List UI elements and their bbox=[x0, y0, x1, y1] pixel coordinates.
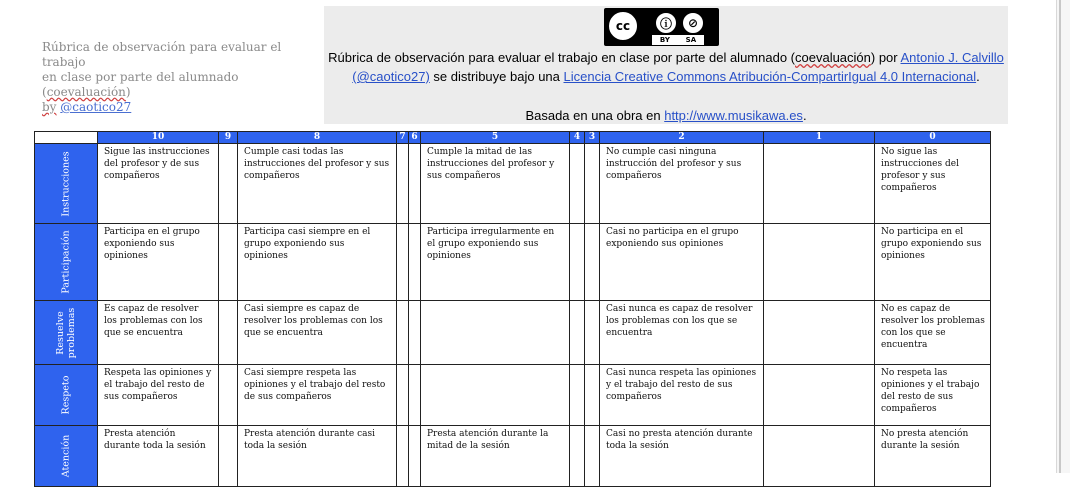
rubric-cell[interactable] bbox=[409, 426, 421, 487]
rubric-cell[interactable] bbox=[409, 144, 421, 224]
rubric-cell-text bbox=[397, 144, 408, 146]
rubric-cell-text bbox=[764, 365, 874, 367]
rubric-cell[interactable] bbox=[764, 301, 875, 365]
musikawa-link[interactable]: http://www.musikawa.es bbox=[664, 108, 803, 123]
rubric-cell[interactable] bbox=[585, 426, 600, 487]
rubric-cell-text bbox=[219, 426, 237, 428]
rubric-cell-text: Cumple casi todas las instrucciones del profesor y sus compañeros bbox=[244, 147, 390, 181]
rubric-cell-text bbox=[570, 301, 584, 303]
by-sa-label bbox=[652, 35, 704, 45]
rubric-cell-text bbox=[570, 144, 584, 146]
score-header: 10 bbox=[98, 132, 219, 144]
license-spellcheck-word: coevaluación bbox=[795, 50, 871, 65]
rubric-cell-text bbox=[585, 301, 599, 303]
title-by: by bbox=[42, 100, 57, 114]
based-on-text: Basada en una obra en bbox=[525, 108, 665, 123]
rubric-cell[interactable] bbox=[397, 365, 409, 426]
rubric-cell[interactable] bbox=[600, 144, 764, 224]
rubric-cell[interactable] bbox=[875, 301, 991, 365]
rubric-cell-text bbox=[570, 224, 584, 226]
sa-label: SA bbox=[685, 36, 697, 44]
license-link[interactable]: Licencia Creative Commons Atribución-CompartirIgual 4.0 Internacional bbox=[563, 69, 977, 84]
rubric-cell-text bbox=[764, 301, 874, 303]
license-text bbox=[324, 48, 1008, 86]
criterion-header bbox=[35, 426, 98, 487]
rubric-cell-text bbox=[764, 144, 874, 146]
criterion-label: Atención bbox=[60, 434, 72, 478]
rubric-cell-text: Casi nunca es capaz de resolver los problemas con los que se encuentra bbox=[606, 304, 753, 338]
score-header: 5 bbox=[421, 132, 570, 144]
rubric-cell-text: Casi siempre es capaz de resolver los problemas con los que se encuentra bbox=[244, 304, 383, 338]
rubric-cell[interactable] bbox=[421, 144, 570, 224]
rubric-cell[interactable] bbox=[875, 224, 991, 301]
score-header: 7 bbox=[397, 132, 409, 144]
attribution-icon: ⓘ bbox=[654, 11, 678, 35]
rubric-cell-text: Sigue las instrucciones del profesor y de sus compañeros bbox=[104, 147, 210, 181]
rubric-cell-text: No cumple casi ninguna instrucción del profesor y sus compañeros bbox=[606, 147, 742, 181]
rubric-cell[interactable] bbox=[238, 365, 397, 426]
criterion-header bbox=[35, 144, 98, 224]
rubric-cell-text bbox=[397, 426, 408, 428]
rubric-cell-text: Casi no presta atención durante toda la sesión bbox=[606, 429, 753, 451]
rubric-cell-text bbox=[409, 426, 420, 428]
rubric-cell[interactable] bbox=[585, 224, 600, 301]
rubric-cell[interactable] bbox=[764, 365, 875, 426]
rubric-cell[interactable] bbox=[421, 365, 570, 426]
rubric-cell[interactable] bbox=[585, 365, 600, 426]
rubric-cell-text: Participa en el grupo exponiendo sus opiniones bbox=[104, 227, 200, 261]
rubric-cell-text bbox=[397, 365, 408, 367]
rubric-cell[interactable] bbox=[570, 426, 585, 487]
rubric-cell-text: Participa casi siempre en el grupo exponiendo sus opiniones bbox=[244, 227, 371, 261]
rubric-cell-text bbox=[219, 365, 237, 367]
rubric-cell[interactable] bbox=[219, 426, 238, 487]
score-header: 4 bbox=[570, 132, 585, 144]
rubric-cell-text: Casi siempre respeta las opiniones y el trabajo del resto de sus compañeros bbox=[244, 368, 386, 402]
rubric-cell-text bbox=[585, 426, 599, 428]
rubric-cell-text bbox=[409, 365, 420, 367]
rubric-row bbox=[35, 144, 991, 224]
rubric-table bbox=[34, 131, 991, 487]
rubric-cell[interactable] bbox=[238, 224, 397, 301]
license-text-1: Rúbrica de observación para evaluar el trabajo en clase por parte del alumnado ( bbox=[328, 50, 795, 65]
rubric-cell[interactable] bbox=[585, 144, 600, 224]
title-line-2-text: en clase por parte del alumnado ( bbox=[42, 70, 239, 99]
based-on-end: . bbox=[802, 108, 807, 123]
rubric-cell[interactable] bbox=[98, 224, 219, 301]
rubric-cell[interactable] bbox=[875, 426, 991, 487]
cc-icon: cc bbox=[607, 10, 639, 42]
rubric-cell[interactable] bbox=[98, 365, 219, 426]
rubric-cell-text: Cumple la mitad de las instrucciones del profesor y sus compañeros bbox=[427, 147, 555, 181]
rubric-cell-text: Respeta las opiniones y el trabajo del resto de sus compañeros bbox=[104, 368, 212, 402]
rubric-cell[interactable] bbox=[238, 426, 397, 487]
score-header: 3 bbox=[585, 132, 600, 144]
rubric-cell[interactable] bbox=[875, 365, 991, 426]
rubric-cell-text bbox=[421, 301, 569, 303]
rubric-cell[interactable] bbox=[397, 144, 409, 224]
rubric-cell[interactable] bbox=[219, 144, 238, 224]
license-text-2: ) por bbox=[870, 50, 901, 65]
rubric-cell-text bbox=[397, 301, 408, 303]
rubric-cell[interactable] bbox=[570, 301, 585, 365]
score-header: 6 bbox=[409, 132, 421, 144]
rubric-cell-text bbox=[409, 301, 420, 303]
criterion-header bbox=[35, 301, 98, 365]
rubric-cell-text: No es capaz de resolver los problemas con los que se encuentra bbox=[881, 304, 985, 350]
rubric-cell[interactable] bbox=[600, 301, 764, 365]
rubric-cell-text: No sigue las instrucciones del profesor y sus compañeros bbox=[881, 147, 959, 193]
rubric-cell[interactable] bbox=[570, 144, 585, 224]
rubric-cell-text: Presta atención durante toda la sesión bbox=[104, 429, 206, 451]
rubric-cell-text bbox=[585, 365, 599, 367]
license-text-4: . bbox=[976, 69, 980, 84]
rubric-cell[interactable] bbox=[98, 426, 219, 487]
rubric-cell-text bbox=[219, 301, 237, 303]
based-on-line bbox=[324, 106, 1008, 125]
rubric-cell[interactable] bbox=[98, 144, 219, 224]
score-header: 2 bbox=[600, 132, 764, 144]
criterion-header bbox=[35, 224, 98, 301]
rubric-cell-text: Presta atención durante casi toda la sesión bbox=[244, 429, 375, 451]
rubric-cell[interactable] bbox=[219, 224, 238, 301]
rubric-cell-text: Presta atención durante la mitad de la sesión bbox=[427, 429, 549, 451]
license-text-3: se distribuye bajo una bbox=[429, 69, 564, 84]
criterion-label: Respeto bbox=[60, 375, 72, 415]
rubric-cell[interactable] bbox=[219, 301, 238, 365]
title-spellcheck-word: coevaluación bbox=[46, 85, 126, 99]
title-line-3 bbox=[42, 100, 317, 115]
rubric-cell[interactable] bbox=[421, 426, 570, 487]
rubric-cell[interactable] bbox=[397, 224, 409, 301]
rubric-row bbox=[35, 301, 991, 365]
rubric-cell-text bbox=[409, 144, 420, 146]
rubric-cell-text bbox=[570, 365, 584, 367]
score-header: 9 bbox=[219, 132, 238, 144]
criterion-label: Resuelve problemas bbox=[55, 307, 77, 358]
rubric-cell-text bbox=[764, 426, 874, 428]
rubric-cell-text bbox=[764, 224, 874, 226]
title-line-1: Rúbrica de observación para evaluar el trabajo bbox=[42, 40, 282, 69]
rubric-cell-text bbox=[219, 224, 237, 226]
title-line-2 bbox=[42, 70, 317, 100]
author-handle-link[interactable]: @caotico27 bbox=[60, 100, 132, 114]
rubric-cell[interactable] bbox=[585, 301, 600, 365]
rubric-cell-text bbox=[397, 224, 408, 226]
rubric-cell-text bbox=[421, 365, 569, 367]
rubric-cell[interactable] bbox=[397, 301, 409, 365]
rubric-row bbox=[35, 426, 991, 487]
rubric-cell[interactable] bbox=[238, 301, 397, 365]
rubric-row bbox=[35, 224, 991, 301]
rubric-cell-text: No participa en el grupo exponiendo sus opiniones bbox=[881, 227, 982, 261]
rubric-cell[interactable] bbox=[600, 224, 764, 301]
rubric-cell-text bbox=[585, 144, 599, 146]
criterion-label: Instrucciones bbox=[60, 150, 72, 217]
rubric-row bbox=[35, 365, 991, 426]
criterion-label: Participación bbox=[60, 230, 72, 294]
rubric-cell-text bbox=[570, 426, 584, 428]
window-right-edge bbox=[1056, 0, 1070, 473]
scrollbar-track[interactable] bbox=[1059, 0, 1061, 473]
document-title bbox=[42, 40, 317, 115]
rubric-cell[interactable] bbox=[421, 301, 570, 365]
score-header: 0 bbox=[875, 132, 991, 144]
rubric-cell[interactable] bbox=[409, 301, 421, 365]
rubric-cell-text: Participa irregularmente en el grupo exponiendo sus opiniones bbox=[427, 227, 555, 261]
rubric-cell[interactable] bbox=[409, 365, 421, 426]
header-corner bbox=[35, 132, 98, 144]
author-link[interactable]: Antonio J. Calvillo (@caotico27) bbox=[352, 50, 1004, 84]
rubric-cell[interactable] bbox=[219, 365, 238, 426]
rubric-cell[interactable] bbox=[875, 144, 991, 224]
rubric-cell-text: Es capaz de resolver los problemas con los que se encuentra bbox=[104, 304, 203, 338]
rubric-cell-text bbox=[219, 144, 237, 146]
rubric-cell-text bbox=[585, 224, 599, 226]
rubric-cell[interactable] bbox=[600, 426, 764, 487]
rubric-cell[interactable] bbox=[98, 301, 219, 365]
score-header-row bbox=[35, 132, 991, 144]
rubric-cell[interactable] bbox=[397, 426, 409, 487]
rubric-cell-text: Casi nunca respeta las opiniones y el trabajo del resto de sus compañeros bbox=[606, 368, 757, 402]
rubric-cell[interactable] bbox=[238, 144, 397, 224]
score-header: 1 bbox=[764, 132, 875, 144]
cc-by-sa-badge[interactable] bbox=[604, 8, 719, 46]
rubric-cell[interactable] bbox=[421, 224, 570, 301]
score-header: 8 bbox=[238, 132, 397, 144]
title-line-2-end: ) bbox=[125, 85, 131, 99]
rubric-cell-text: No respeta las opiniones y el trabajo del resto de sus compañeros bbox=[881, 368, 980, 414]
rubric-cell-text bbox=[409, 224, 420, 226]
by-label: BY bbox=[659, 36, 670, 44]
share-alike-icon: ⊘ bbox=[681, 11, 705, 35]
license-box bbox=[324, 6, 1008, 124]
rubric-cell[interactable] bbox=[764, 144, 875, 224]
rubric-cell-text: No presta atención durante la sesión bbox=[881, 429, 969, 451]
criterion-header bbox=[35, 365, 98, 426]
rubric-cell[interactable] bbox=[764, 224, 875, 301]
rubric-cell[interactable] bbox=[764, 426, 875, 487]
rubric-cell[interactable] bbox=[570, 224, 585, 301]
rubric-cell-text: Casi no participa en el grupo exponiendo sus opiniones bbox=[606, 227, 739, 249]
rubric-cell[interactable] bbox=[409, 224, 421, 301]
rubric-cell[interactable] bbox=[570, 365, 585, 426]
rubric-cell[interactable] bbox=[600, 365, 764, 426]
